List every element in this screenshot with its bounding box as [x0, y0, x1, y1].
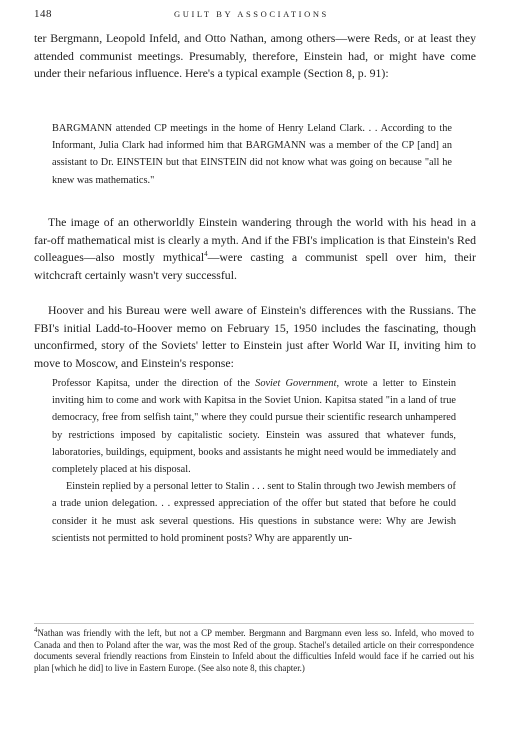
- paragraph-hoover: [34, 302, 476, 372]
- paragraph-intro-text: ter Bergmann, Leopold Infeld, and Otto Nathan, among others—were Reds, or at least they attended communist meetings. Presumably, therefore, Einstein had, or might have come under their nefarious influence. Here's a typical example (Section 8, p. 91):: [34, 31, 476, 81]
- block-quote-kapitsa: [52, 375, 456, 547]
- block-quote-bargmann-text: BARGMANN attended CP meetings in the home of Henry Leland Clark. . . According to the Informant, Julia Clark had informed him that BARGMANN was a member of the CP [and] an assistant to Dr. EINSTEIN but that EINSTEIN did not know what was going on because "all he knew was mathematics.": [52, 123, 452, 186]
- block-quote-kapitsa-text: [52, 375, 456, 478]
- paragraph-hoover-text: Hoover and his Bureau were well aware of Einstein's differences with the Russians. The FBI's initial Ladd-to-Hoover memo on February 15, 1950 includes the fascinating, though unconfirmed, story of the Soviets' letter to Einstein just after World War II, inviting him to move to Moscow, and Einstein's response:: [34, 303, 476, 370]
- block-quote-kapitsa-after: , wrote a letter to Einstein inviting him to come and work with Kapitsa in the Soviet Union. Kapitsa stated "in a land of true democracy, free from selfish taint," where they could pursue their scientific research unhampered by restrictions imposed by capitalistic society. Einstein was assured that whatever funds, laboratories, buildings, equipment, books and assistants he might need would be immediately and completely placed at his disposal.: [52, 378, 456, 476]
- footnote-divider: [34, 623, 474, 624]
- page-number: 148: [34, 8, 52, 20]
- block-quote-bargmann: [52, 120, 452, 189]
- running-head: [34, 8, 474, 22]
- running-title: GUILT BY ASSOCIATIONS: [174, 9, 329, 19]
- paragraph-einstein-image-text: [34, 214, 476, 284]
- footnote-text: Nathan was friendly with the left, but not a CP member. Bergmann and Bargmann even less so. Infeld, who moved to Canada and then to Poland after the war, was the most Red of the group. Stachel's detailed article on their correspondence documents several friendly reactions from Einstein to Infeld about the difficulties Infeld would face if he carried out his plan [which he did] to live in Eastern Europe. (See also note 8, this chapter.): [34, 628, 474, 673]
- paragraph-einstein-image-after: —were casting a communist spell over him, their witchcraft certainly wasn't very successful.: [34, 250, 476, 282]
- paragraph-intro: [34, 30, 476, 83]
- block-quote-kapitsa-italic: Soviet Government: [255, 378, 337, 389]
- paragraph-einstein-image: [34, 214, 476, 284]
- footnote-reference: 4: [204, 250, 208, 259]
- footnote: [34, 628, 474, 674]
- paragraph-einstein-image-before: The image of an otherworldly Einstein wandering through the world with his head in a far-off mathematical mist is clearly a myth. And if the FBI's implication is that Einstein's Red colleagues—also mostly mythical: [34, 215, 476, 265]
- footnote-mark: 4: [34, 626, 38, 635]
- block-quote-stalin-text: Einstein replied by a personal letter to Stalin . . . sent to Stalin through two Jewish members of a trade union delegation. . . expressed appreciation of the offer but stated that before he could consider it he must ask several questions. His questions in substance were: Why are Jewish scientists not permitted to hold prominent posts? Why are apparently un-: [52, 481, 456, 544]
- block-quote-kapitsa-before: Professor Kapitsa, under the direction of the: [52, 378, 256, 389]
